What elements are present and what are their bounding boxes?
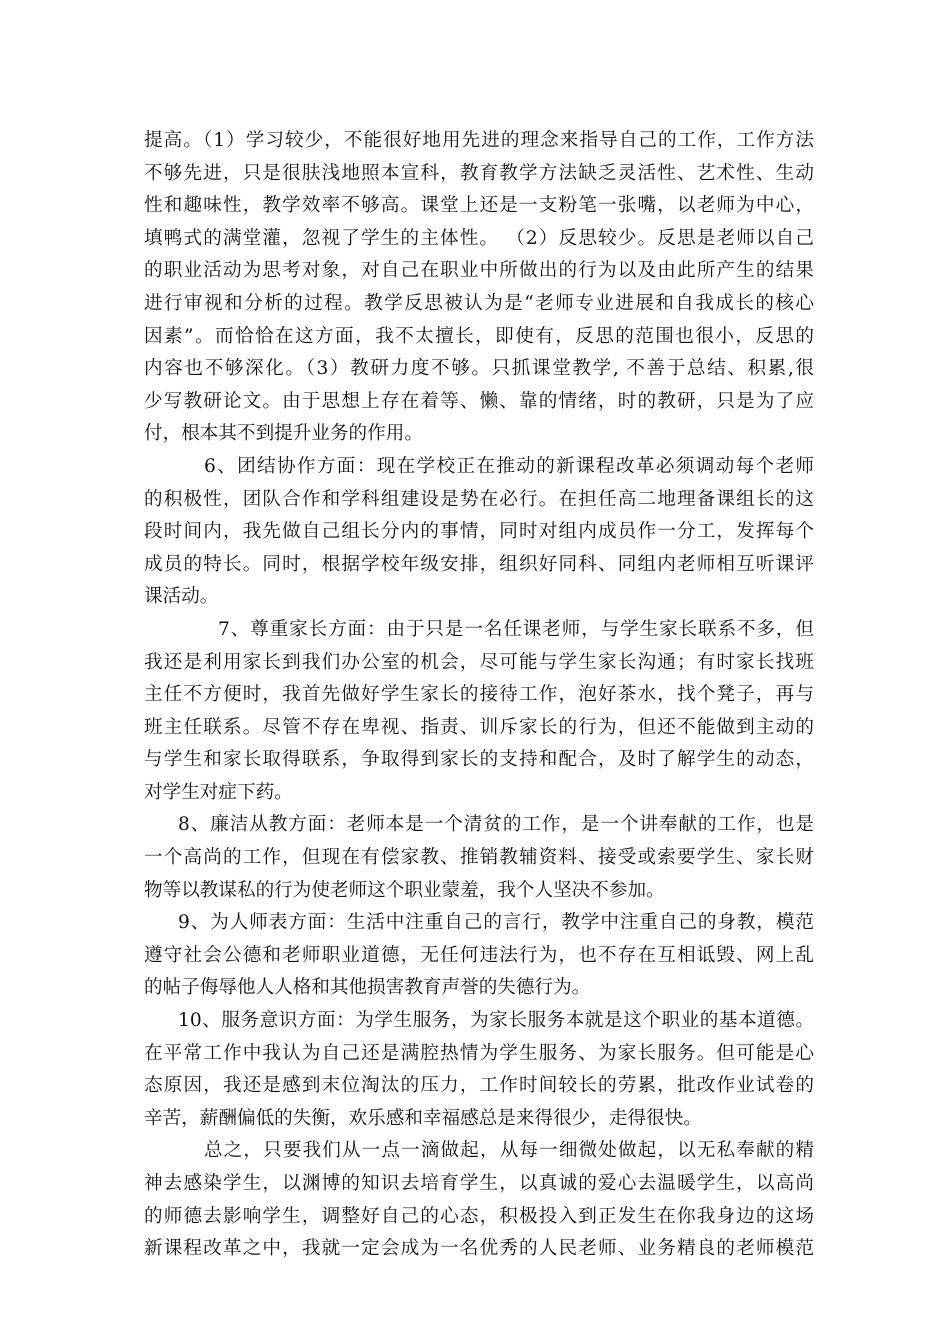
text-line: 班主任联系。尽管不存在卑视、指责、训斥家长的行为，但还不能做到主动的: [144, 716, 814, 738]
text-line: 物等以教谋私的行为使老师这个职业蒙羞，我个人坚决不参加。: [144, 879, 665, 901]
text-line: 少写教研论文。由于思想上存在着等、懒、靠的情绪，时的教研，只是为了应: [144, 390, 814, 412]
document-body: [144, 125, 814, 1266]
text-line: 进行审视和分析的过程。教学反思被认为是“老师专业进展和自我成长的核心: [144, 292, 814, 314]
text-line: 在平常工作中我认为自己还是满腔热情为学生服务、为家长服务。但可能是心: [144, 1042, 814, 1064]
text-line: 的帖子侮辱他人人格和其他损害教育声誉的失德行为。: [144, 977, 591, 999]
text-line: 课活动。: [144, 586, 219, 608]
text-line: 遵守社会公德和老师职业道德，无任何违法行为，也不存在互相诋毁、网上乱: [144, 944, 814, 966]
paragraph-start-line: 9、为人师表方面：生活中注重自己的言行，教学中注重自己的身教，模范: [178, 912, 814, 934]
text-line: 性和趣味性，教学效率不够高。课堂上还是一支粉笔一张嘴，以老师为中心，: [144, 195, 814, 217]
text-line: 付，根本其不到提升业务的作用。: [144, 423, 423, 445]
text-line: 不够先进，只是很肤浅地照本宣科，教育教学方法缺乏灵活性、艺术性、生动: [144, 162, 814, 184]
text-line: 神去感染学生，以渊博的知识去培育学生，以真诚的爱心去温暖学生，以高尚: [144, 1173, 814, 1194]
paragraph-start-line: 7、尊重家长方面：由于只是一名任课老师，与学生家长联系不多，但: [218, 618, 814, 640]
text-line: 成员的特长。同时，根据学校年级安排，组织好同科、同组内老师相互听课评: [144, 553, 814, 575]
text-line: 我还是利用家长到我们办公室的机会，尽可能与学生家长沟通；有时家长找班: [144, 651, 814, 673]
text-line: 的职业活动为思考对象，对自己在职业中所做出的行为以及由此所产生的结果: [144, 260, 814, 282]
text-line: 主任不方便时，我首先做好学生家长的接待工作，泡好茶水，找个凳子，再与: [144, 684, 814, 706]
text-line: 内容也不够深化。（3）教研力度不够。只抓课堂教学, 不善于总结、积累,很: [144, 358, 814, 380]
text-line: 新课程改革之中，我就一定会成为一名优秀的人民老师、业务精良的老师模范: [144, 1238, 814, 1260]
text-line: 与学生和家长取得联系，争取得到家长的支持和配合，及时了解学生的动态，: [144, 749, 814, 771]
paragraph-start-line: 8、廉洁从教方面：老师本是一个清贫的工作，是一个讲奉献的工作，也是: [178, 814, 814, 836]
paragraph-start-line: 6、团结协作方面：现在学校正在推动的新课程改革必须调动每个老师: [204, 455, 814, 477]
text-line: 填鸭式的满堂灌，忽视了学生的主体性。 （2）反思较少。反思是老师以自己: [144, 227, 814, 249]
text-line: 对学生对症下药。: [144, 781, 293, 803]
text-line: 一个高尚的工作，但现在有偿家教、推销教辅资料、接受或索要学生、家长财: [144, 847, 814, 869]
text-line: 辛苦，薪酬偏低的失衡，欢乐感和幸福感总是来得很少，走得很快。: [144, 1107, 702, 1129]
paragraph-start-line: 总之，只要我们从一点一滴做起，从每一细微处做起，以无私奉献的精: [204, 1140, 814, 1162]
text-line: 段时间内，我先做自己组长分内的事情，同时对组内成员作一分工，发挥每个: [144, 521, 814, 543]
text-line: 提高。（1）学习较少，不能很好地用先进的理念来指导自己的工作，工作方法: [144, 130, 814, 151]
text-line: 因素”。而恰恰在这方面，我不太擅长，即使有，反思的范围也很小，反思的: [144, 325, 814, 347]
text-line: 的积极性，团队合作和学科组建设是势在必行。在担任高二地理备课组长的这: [144, 488, 814, 510]
text-line: 的师德去影响学生，调整好自己的心态，积极投入到正发生在你我身边的这场: [144, 1205, 814, 1227]
text-line: 态原因，我还是感到末位淘汰的压力，工作时间较长的劳累，批改作业试卷的: [144, 1075, 814, 1097]
paragraph-start-line: 10、服务意识方面：为学生服务，为家长服务本就是这个职业的基本道德。: [178, 1010, 814, 1032]
